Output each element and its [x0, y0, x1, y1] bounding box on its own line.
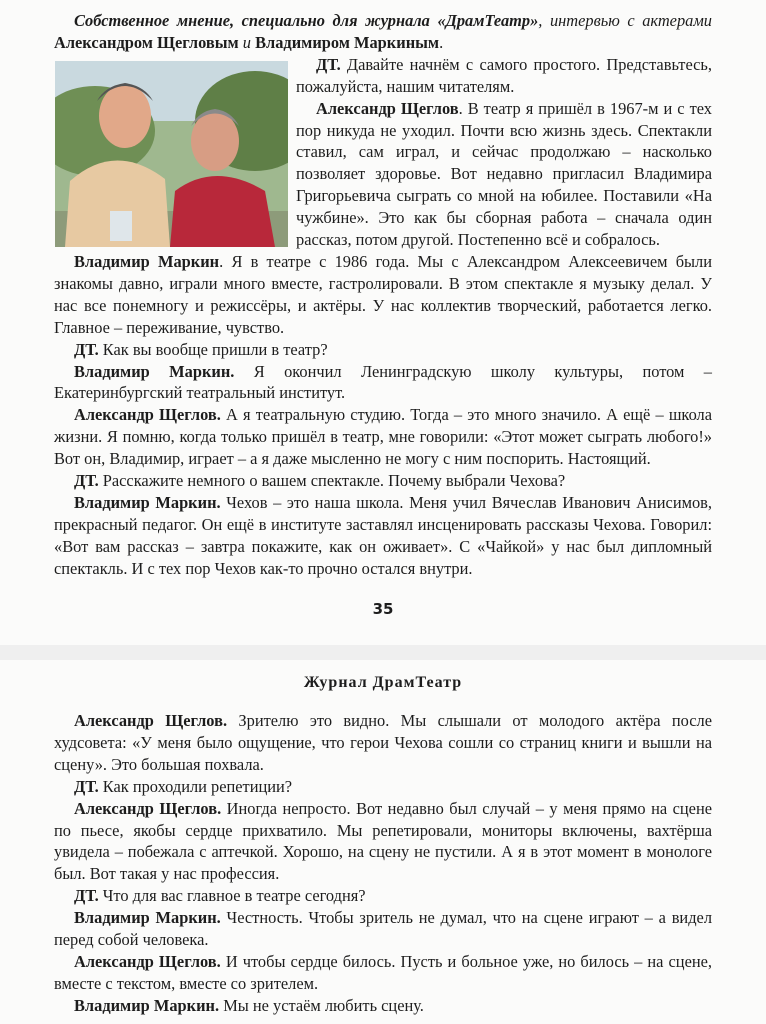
actors-photo-image [55, 61, 288, 247]
interview-paragraph [54, 361, 712, 405]
interview-paragraph [54, 995, 712, 1017]
speaker-name: Владимир Маркин. [74, 361, 235, 381]
speaker-name: ДТ. [74, 471, 99, 491]
article-body-bottom [54, 710, 712, 1017]
paragraph-text: Иногда непросто. Вот недавно был случай – у меня прямо на сцене по пьесе, якобы сердце прихватило. Мы репетировали, мониторы включены, вахтёрша увидела – побежала с аптечкой. Хорошо, на сцену не пустили. А я в этот момент в монологе был. Вот такая у нас профессия. [54, 798, 712, 884]
paragraph-text: Что для вас главное в театре сегодня? [98, 886, 366, 906]
journal-header: Журнал ДрамТеатр [303, 674, 463, 691]
paragraph-text: Давайте начнём с самого простого. Представьтесь, пожалуйста, нашим читателям. [296, 54, 712, 96]
speaker-name: Владимир Маркин [74, 251, 220, 271]
speaker-name: Александр Щеглов. [74, 711, 228, 730]
speaker-name: ДТ. [74, 776, 99, 796]
speaker-name: Владимир Маркин. [74, 908, 221, 928]
interview-paragraph [54, 492, 712, 580]
speaker-name: ДТ. [74, 886, 99, 906]
speaker-name: ДТ. [74, 339, 99, 359]
speaker-name: Владимир Маркин. [74, 995, 220, 1015]
actors-photo [55, 61, 288, 247]
paragraph-text: Чехов – это наша школа. Меня учил Вячеслав Иванович Анисимов, прекрасный педагог. Он ещё в институте заставлял инсценировать рассказы Чехова. Говорил: «Вот вам рассказ – завтра покажите, как он оживает». С «Чайкой» у нас был дипломный спектакль. И с тех пор Чехов как-то прочно остался внутри. [54, 492, 712, 578]
paragraph-text: Честность. Чтобы зритель не думал, что на сцене играют – а видел перед собой человека. [54, 908, 712, 950]
speaker-name: ДТ. [316, 54, 341, 74]
interview-paragraph [54, 404, 712, 470]
paragraph-text: А я театральную студию. Тогда – это много значило. А ещё – школа жизни. Я помню, когда только пришёл в театр, мне говорили: «Этот может сыграть любого!» Вот он, Владимир, играет – а я даже мысленно не могу с ним поспорить. Настоящий. [54, 405, 712, 469]
speaker-name: Александр Щеглов. [74, 951, 221, 971]
paragraph-text: Зрителю это видно. Мы слышали от молодого актёра после худсовета: «У меня было ощущение, что герои Чехова сошли со страниц книги и вышли на сцену». Это большая похвала. [54, 711, 713, 774]
interview-paragraph [54, 951, 712, 995]
paragraph-text: Расскажите немного о вашем спектакле. Почему выбрали Чехова? [98, 471, 566, 491]
paragraph-text: Я окончил Ленинградскую школу культуры, потом – Екатеринбургский театральный институт. [54, 361, 712, 403]
paragraph-text: Мы не устаём любить сцену. [219, 995, 424, 1015]
speaker-name: Александр Щеглов. [74, 405, 221, 425]
paragraph-text: . В театр я пришёл в 1967-м и с тех пор никуда не уходил. Почти всю жизнь здесь. Спектакли ставил, сам играл, и сейчас продолжаю – насколько позволяет здоровье. Вот недавно пригласил Владимира Григорьевича сыграть со мной на юбилее. Поставили «На чужбине». Это как бы сборная работа – сначала один рассказ, потом другой. Постепенно всё и собралось. [296, 98, 713, 250]
speaker-name: Александр Щеглов [316, 98, 459, 118]
paragraph-text: И чтобы сердце билось. Пусть и больное уже, но билось – на сцене, вместе с текстом, вместе со зрителем. [54, 951, 712, 993]
paragraph-text: Как вы вообще пришли в театр? [98, 339, 328, 359]
interview-paragraph [54, 251, 712, 339]
interview-paragraph [54, 907, 712, 951]
interview-paragraph [54, 339, 712, 361]
magazine-page-36 [0, 660, 766, 1024]
interview-paragraph [54, 798, 712, 886]
interview-paragraph [54, 776, 712, 798]
interview-paragraph [54, 710, 712, 776]
paragraph-text: Как проходили репетиции? [98, 776, 293, 796]
interview-paragraph [54, 885, 712, 907]
speaker-name: Владимир Маркин. [74, 492, 221, 512]
article-intro: Собственное мнение, специально для журнала «ДрамТеатр», интервью с актерами Александром Щегловым и Владимиром Маркиным. [54, 11, 713, 52]
speaker-name: Александр Щеглов. [74, 798, 222, 818]
paragraph-text: . Я в театре с 1986 года. Мы с Александром Алексеевичем были знакомы давно, играли много вместе, гастролировали. В этом спектакле я музыку делал. У нас все понемногу и режиссёры, и актёры. У нас коллектив творческий, работается легко. Главное – переживание, чувство. [54, 251, 712, 337]
page-number: 35 [372, 600, 394, 618]
interview-paragraph [54, 470, 712, 492]
